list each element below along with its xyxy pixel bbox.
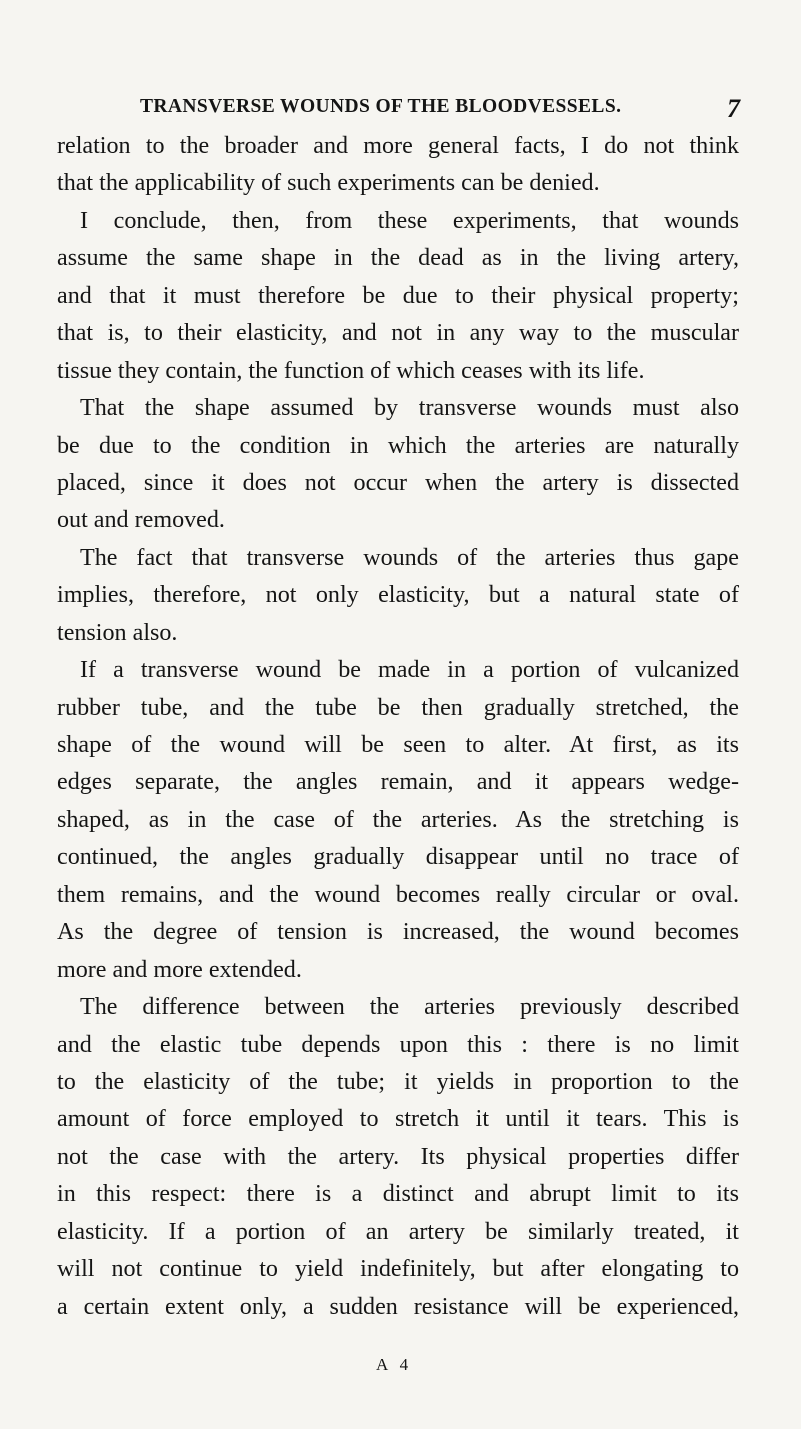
text-line: shape of the wound will be seen to alter. At first, as its bbox=[57, 732, 739, 758]
text-line: in this respect: there is a distinct and abrupt limit to its bbox=[57, 1181, 739, 1208]
text-line: out and removed. bbox=[57, 507, 225, 534]
text-line: and that it must therefore be due to their physical property; bbox=[57, 282, 739, 309]
paragraph-start-line: I conclude, then, from these experiments, that wounds bbox=[80, 207, 739, 234]
text-line: relation to the broader and more general facts, I do not think bbox=[57, 133, 739, 159]
running-head bbox=[140, 96, 740, 126]
text-line: a certain extent only, a sudden resistance will be experienced, bbox=[57, 1293, 739, 1320]
text-line: amount of force employed to stretch it until it tears. This is bbox=[57, 1106, 739, 1133]
paragraph-start-line: The fact that transverse wounds of the arteries thus gape bbox=[80, 544, 739, 571]
text-line: that the applicability of such experiments can be denied. bbox=[57, 170, 600, 197]
body-text bbox=[57, 128, 739, 1326]
text-line: As the degree of tension is increased, the wound becomes bbox=[57, 919, 739, 946]
text-line: elasticity. If a portion of an artery be similarly treated, it bbox=[57, 1218, 739, 1245]
text-line: be due to the condition in which the arteries are naturally bbox=[57, 432, 739, 459]
paragraph-start-line: The difference between the arteries previously described bbox=[80, 994, 739, 1021]
text-line: rubber tube, and the tube be then gradually stretched, the bbox=[57, 694, 739, 721]
text-line: placed, since it does not occur when the artery is dissected bbox=[57, 469, 739, 496]
signature-mark: A 4 bbox=[376, 1355, 413, 1374]
text-line: tension also. bbox=[57, 619, 178, 646]
paragraph-start-line: If a transverse wound be made in a portion of vulcanized bbox=[80, 657, 739, 684]
text-line: that is, to their elasticity, and not in any way to the muscular bbox=[57, 320, 739, 347]
text-line: not the case with the artery. Its physical properties differ bbox=[57, 1143, 739, 1170]
text-line: implies, therefore, not only elasticity, but a natural state of bbox=[57, 582, 739, 609]
text-line: them remains, and the wound becomes really circular or oval. bbox=[57, 881, 739, 908]
text-line: shaped, as in the case of the arteries. As the stretching is bbox=[57, 806, 739, 833]
text-line: will not continue to yield indefinitely, but after elongating to bbox=[57, 1256, 739, 1283]
text-line: edges separate, the angles remain, and it appears wedge- bbox=[57, 769, 739, 796]
running-title: TRANSVERSE WOUNDS OF THE BLOODVESSELS. bbox=[140, 96, 622, 117]
text-line: assume the same shape in the dead as in the living artery, bbox=[57, 245, 739, 272]
text-line: to the elasticity of the tube; it yields in proportion to the bbox=[57, 1068, 739, 1095]
page-number: 7 bbox=[727, 94, 740, 123]
text-line: tissue they contain, the function of which ceases with its life. bbox=[57, 357, 645, 384]
text-line: more and more extended. bbox=[57, 956, 302, 983]
text-line: continued, the angles gradually disappear until no trace of bbox=[57, 844, 739, 871]
paragraph-start-line: That the shape assumed by transverse wounds must also bbox=[80, 395, 739, 422]
text-line: and the elastic tube depends upon this : there is no limit bbox=[57, 1031, 739, 1058]
